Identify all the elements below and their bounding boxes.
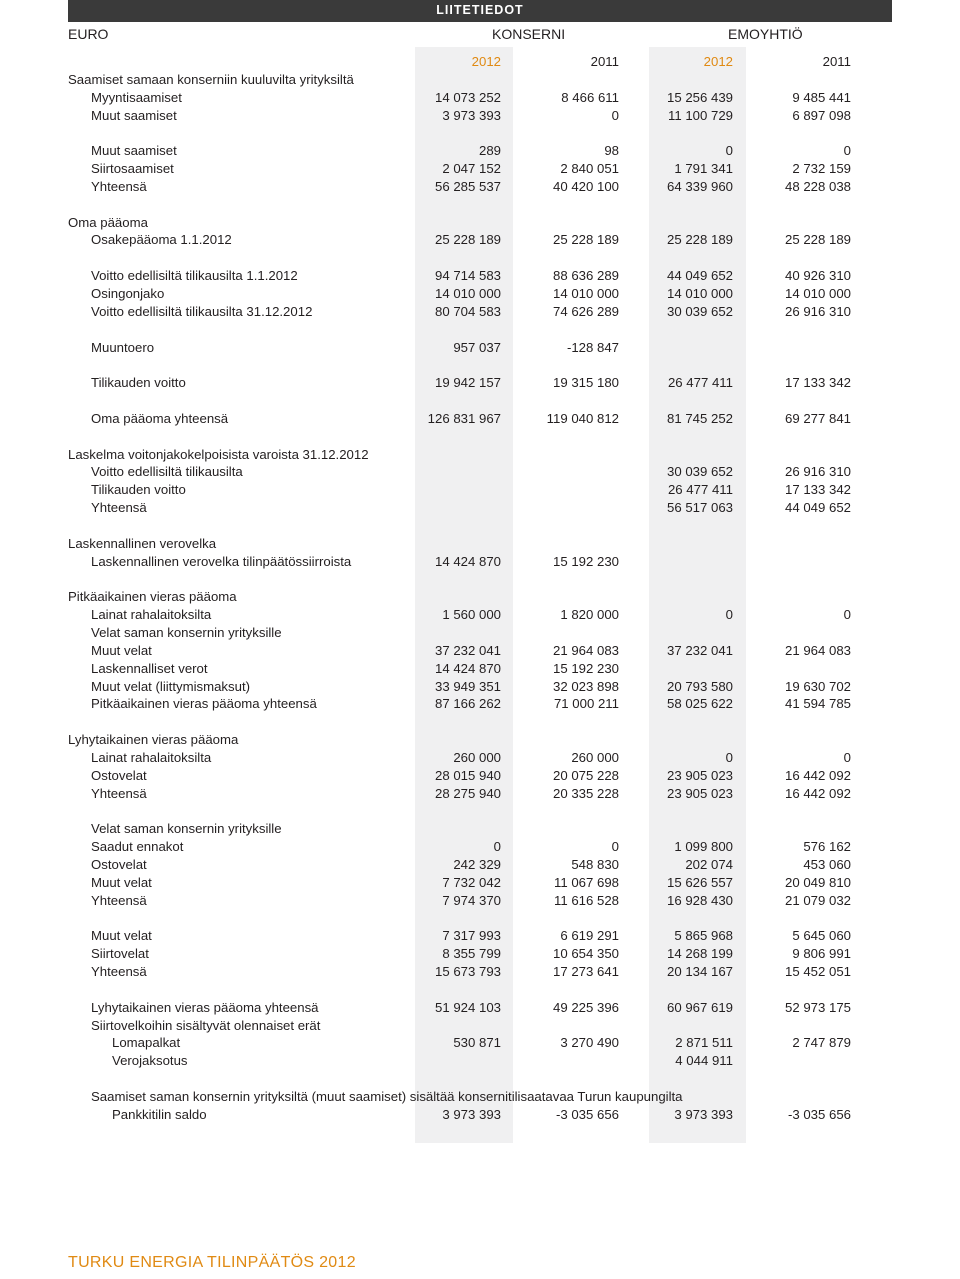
- row-label: Muut velat: [91, 928, 152, 944]
- table-row: [0, 1017, 960, 1035]
- table-row: [0, 1088, 960, 1106]
- spacer-row: [0, 124, 960, 142]
- spacer-row: [0, 517, 960, 535]
- spacer-row: [0, 713, 960, 731]
- section-header-bar: [68, 0, 892, 22]
- row-label: Oma pääoma yhteensä: [91, 410, 229, 426]
- value-emoyhtio-2011: 2 732 159: [792, 161, 851, 177]
- year-konserni-2011: 2011: [590, 54, 619, 69]
- row-label: Pitkäaikainen vieras pääoma yhteensä: [91, 696, 317, 712]
- table-row: [0, 410, 960, 428]
- column-group-headers: [0, 26, 960, 46]
- value-konserni-2011: 19 315 180: [552, 375, 619, 391]
- value-emoyhtio-2012: 15 256 439: [666, 89, 733, 105]
- value-emoyhtio-2012: 14 268 199: [666, 946, 733, 962]
- value-konserni-2011: 6 619 291: [560, 928, 619, 944]
- table-row: [0, 892, 960, 910]
- value-konserni-2012: 530 871: [453, 1035, 501, 1051]
- value-konserni-2011: 71 000 211: [553, 696, 619, 712]
- row-label: Muut velat: [91, 642, 152, 658]
- row-label: Yhteensä: [91, 785, 147, 801]
- row-label: Lainat rahalaitoksilta: [91, 749, 212, 765]
- row-label: Muut velat: [91, 874, 152, 890]
- value-konserni-2011: 548 830: [571, 856, 619, 872]
- value-konserni-2011: 98: [604, 143, 619, 159]
- value-emoyhtio-2011: -3 035 656: [787, 1106, 851, 1122]
- value-emoyhtio-2011: 0: [843, 143, 851, 159]
- table-row: [0, 463, 960, 481]
- value-konserni-2011: 0: [611, 107, 619, 123]
- table-row: [0, 142, 960, 160]
- table-row: [0, 927, 960, 945]
- row-label: Lyhytaikainen vieras pääoma yhteensä: [91, 999, 319, 1015]
- table-row: [0, 481, 960, 499]
- value-konserni-2012: 3 973 393: [442, 107, 501, 123]
- value-emoyhtio-2012: 2 871 511: [675, 1035, 733, 1051]
- table-row: [0, 695, 960, 713]
- row-label: Ostovelat: [91, 767, 147, 783]
- table-row: [0, 606, 960, 624]
- row-label: Yhteensä: [91, 964, 147, 980]
- table-row: [0, 624, 960, 642]
- spacer-row: [0, 356, 960, 374]
- value-konserni-2012: 957 037: [453, 339, 501, 355]
- row-label: Saamiset samaan konserniin kuuluvilta yrityksiltä: [68, 71, 354, 87]
- row-label: Saamiset saman konsernin yrityksiltä (muut saamiset) sisältää konsernitilisaatavaa Turun kaupungilta: [91, 1088, 683, 1104]
- table-row: [0, 231, 960, 249]
- table-row: [0, 446, 960, 464]
- spacer-row: [0, 249, 960, 267]
- row-label: Pitkäaikainen vieras pääoma: [68, 589, 237, 605]
- year-emoyhtio-2012: 2012: [703, 54, 733, 69]
- value-emoyhtio-2012: 0: [725, 143, 733, 159]
- row-label: Muuntoero: [91, 339, 155, 355]
- row-label: Osakepääoma 1.1.2012: [91, 232, 232, 248]
- value-emoyhtio-2011: 2 747 879: [792, 1035, 851, 1051]
- section-title: LIITETIEDOT: [436, 3, 524, 17]
- value-emoyhtio-2012: 64 339 960: [666, 178, 733, 194]
- value-konserni-2012: 14 073 252: [434, 89, 501, 105]
- value-emoyhtio-2012: 0: [725, 607, 733, 623]
- table-row: [0, 838, 960, 856]
- row-label: Siirtosaamiset: [91, 161, 174, 177]
- value-konserni-2011: 1 820 000: [560, 607, 619, 623]
- value-emoyhtio-2012: 56 517 063: [666, 500, 733, 516]
- value-konserni-2011: 32 023 898: [552, 678, 619, 694]
- row-label: Yhteensä: [91, 500, 147, 516]
- value-emoyhtio-2011: 41 594 785: [784, 696, 851, 712]
- value-konserni-2012: 15 673 793: [434, 964, 501, 980]
- row-label: Yhteensä: [91, 178, 147, 194]
- value-konserni-2012: 25 228 189: [434, 232, 501, 248]
- value-konserni-2012: 8 355 799: [442, 946, 501, 962]
- table-row: [0, 267, 960, 285]
- value-konserni-2012: 2 047 152: [442, 161, 501, 177]
- value-konserni-2011: -3 035 656: [555, 1106, 619, 1122]
- table-row: [0, 820, 960, 838]
- spacer-row: [0, 1070, 960, 1088]
- value-konserni-2011: 119 040 812: [546, 410, 619, 426]
- value-konserni-2011: -128 847: [566, 339, 619, 355]
- value-konserni-2011: 11 616 528: [553, 892, 619, 908]
- value-konserni-2012: 28 275 940: [434, 785, 501, 801]
- spacer-row: [0, 196, 960, 214]
- table-row: [0, 767, 960, 785]
- value-emoyhtio-2011: 26 916 310: [784, 303, 851, 319]
- row-label: Oma pääoma: [68, 214, 148, 230]
- value-emoyhtio-2012: 30 039 652: [666, 464, 733, 480]
- row-label: Muut velat (liittymismaksut): [91, 678, 251, 694]
- value-konserni-2011: 20 335 228: [552, 785, 619, 801]
- value-emoyhtio-2011: 48 228 038: [784, 178, 851, 194]
- row-label: Laskelma voitonjakokelpoisista varoista 31.12.2012: [68, 446, 369, 462]
- value-emoyhtio-2011: 16 442 092: [784, 767, 851, 783]
- spacer-row: [0, 392, 960, 410]
- row-label: Voitto edellisiltä tilikausilta 31.12.2012: [91, 303, 313, 319]
- value-konserni-2012: 94 714 583: [434, 268, 501, 284]
- value-emoyhtio-2012: 44 049 652: [666, 268, 733, 284]
- value-emoyhtio-2011: 25 228 189: [784, 232, 851, 248]
- value-konserni-2012: 80 704 583: [434, 303, 501, 319]
- value-emoyhtio-2011: 20 049 810: [784, 874, 851, 890]
- value-konserni-2011: 260 000: [571, 749, 619, 765]
- table-row: [0, 499, 960, 517]
- value-konserni-2012: 1 560 000: [442, 607, 501, 623]
- value-konserni-2011: 8 466 611: [561, 89, 619, 105]
- row-label: Ostovelat: [91, 856, 147, 872]
- table-row: [0, 178, 960, 196]
- table-row: [0, 749, 960, 767]
- value-emoyhtio-2011: 6 897 098: [792, 107, 851, 123]
- year-header-row: [0, 53, 960, 71]
- row-label: Muut saamiset: [91, 107, 177, 123]
- value-emoyhtio-2012: 23 905 023: [666, 767, 733, 783]
- value-emoyhtio-2012: 1 791 341: [674, 161, 733, 177]
- value-emoyhtio-2012: 15 626 557: [666, 874, 733, 890]
- row-label: Myyntisaamiset: [91, 89, 182, 105]
- row-label: Yhteensä: [91, 892, 147, 908]
- value-emoyhtio-2011: 0: [843, 607, 851, 623]
- value-konserni-2011: 49 225 396: [552, 999, 619, 1015]
- row-label: Laskennallinen verovelka: [68, 535, 217, 551]
- value-emoyhtio-2012: 58 025 622: [666, 696, 733, 712]
- value-emoyhtio-2011: 52 973 175: [784, 999, 851, 1015]
- table-row: [0, 642, 960, 660]
- value-konserni-2011: 21 964 083: [552, 642, 619, 658]
- value-konserni-2011: 88 636 289: [552, 268, 619, 284]
- table-row: [0, 999, 960, 1017]
- value-konserni-2011: 20 075 228: [552, 767, 619, 783]
- value-emoyhtio-2011: 69 277 841: [784, 410, 851, 426]
- value-emoyhtio-2011: 9 485 441: [792, 89, 851, 105]
- value-emoyhtio-2012: 37 232 041: [666, 642, 733, 658]
- row-label: Tilikauden voitto: [91, 482, 186, 498]
- currency-label: EURO: [68, 26, 109, 42]
- value-konserni-2011: 40 420 100: [552, 178, 619, 194]
- value-emoyhtio-2011: 44 049 652: [784, 500, 851, 516]
- value-konserni-2012: 260 000: [453, 749, 501, 765]
- table-body: [0, 71, 960, 1124]
- value-konserni-2011: 14 010 000: [552, 285, 619, 301]
- value-emoyhtio-2012: 81 745 252: [666, 410, 733, 426]
- value-emoyhtio-2012: 26 477 411: [667, 482, 733, 498]
- row-label: Velat saman konsernin yrityksille: [91, 625, 282, 640]
- value-emoyhtio-2012: 25 228 189: [666, 232, 733, 248]
- table-row: [0, 1106, 960, 1124]
- value-konserni-2011: 74 626 289: [552, 303, 619, 319]
- row-label: Pankkitilin saldo: [112, 1106, 207, 1122]
- value-konserni-2011: 11 067 698: [553, 874, 619, 890]
- value-konserni-2012: 28 015 940: [434, 767, 501, 783]
- row-label: Velat saman konsernin yrityksille: [91, 821, 282, 837]
- spacer-row: [0, 428, 960, 446]
- value-konserni-2012: 126 831 967: [427, 410, 501, 426]
- table-row: [0, 856, 960, 874]
- table-row: [0, 588, 960, 606]
- table-row: [0, 660, 960, 678]
- value-konserni-2011: 0: [611, 839, 619, 855]
- table-row: [0, 339, 960, 357]
- table-row: [0, 963, 960, 981]
- value-emoyhtio-2011: 21 079 032: [784, 892, 851, 908]
- value-konserni-2011: 3 270 490: [560, 1035, 619, 1051]
- value-konserni-2012: 14 424 870: [434, 660, 501, 676]
- year-konserni-2012: 2012: [471, 54, 501, 69]
- row-label: Saadut ennakot: [91, 839, 184, 855]
- row-label: Osingonjako: [91, 285, 165, 301]
- value-konserni-2011: 2 840 051: [560, 161, 619, 177]
- value-emoyhtio-2011: 17 133 342: [784, 375, 851, 391]
- spacer-row: [0, 910, 960, 928]
- value-emoyhtio-2012: 16 928 430: [666, 892, 733, 908]
- value-emoyhtio-2011: 40 926 310: [784, 268, 851, 284]
- table-row: [0, 214, 960, 232]
- table-row: [0, 553, 960, 571]
- konserni-header: KONSERNI: [492, 26, 566, 42]
- value-emoyhtio-2012: 20 793 580: [666, 678, 733, 694]
- value-emoyhtio-2012: 14 010 000: [666, 285, 733, 301]
- row-label: Lomapalkat: [112, 1035, 181, 1051]
- value-emoyhtio-2011: 16 442 092: [784, 785, 851, 801]
- value-konserni-2012: 33 949 351: [434, 678, 501, 694]
- row-label: Laskennalliset verot: [91, 660, 208, 676]
- value-emoyhtio-2012: 5 865 968: [674, 928, 733, 944]
- value-konserni-2012: 19 942 157: [434, 375, 501, 391]
- value-emoyhtio-2012: 60 967 619: [666, 999, 733, 1015]
- value-emoyhtio-2012: 30 039 652: [666, 303, 733, 319]
- value-emoyhtio-2012: 202 074: [685, 856, 733, 872]
- row-label: Verojaksotus: [112, 1053, 188, 1069]
- value-emoyhtio-2012: 26 477 411: [667, 375, 733, 391]
- table-row: [0, 874, 960, 892]
- value-emoyhtio-2012: 23 905 023: [666, 785, 733, 801]
- document-footer: TURKU ENERGIA TILINPÄÄTÖS 2012: [68, 1254, 356, 1271]
- table-row: [0, 945, 960, 963]
- value-konserni-2012: 56 285 537: [434, 178, 501, 194]
- table-row: [0, 731, 960, 749]
- value-konserni-2011: 10 654 350: [552, 946, 619, 962]
- row-label: Voitto edellisiltä tilikausilta 1.1.2012: [91, 268, 298, 284]
- row-label: Laskennallinen verovelka tilinpäätössiirroista: [91, 553, 352, 569]
- value-konserni-2012: 289: [478, 143, 501, 159]
- row-label: Muut saamiset: [91, 143, 177, 159]
- table-row: [0, 303, 960, 321]
- value-konserni-2012: 14 424 870: [434, 553, 501, 569]
- row-label: Siirtovelkoihin sisältyvät olennaiset erät: [91, 1017, 321, 1033]
- value-konserni-2011: 15 192 230: [552, 553, 619, 569]
- financial-notes-table: [0, 53, 960, 1124]
- value-konserni-2012: 87 166 262: [434, 696, 501, 712]
- value-emoyhtio-2012: 11 100 729: [667, 107, 733, 123]
- row-label: Lyhytaikainen vieras pääoma: [68, 732, 239, 748]
- table-row: [0, 1034, 960, 1052]
- value-konserni-2012: 3 973 393: [442, 1106, 501, 1122]
- row-label: Tilikauden voitto: [91, 375, 186, 391]
- value-konserni-2011: 15 192 230: [552, 660, 619, 676]
- value-emoyhtio-2011: 26 916 310: [784, 464, 851, 480]
- table-row: [0, 71, 960, 89]
- emoyhtio-header: EMOYHTIÖ: [728, 26, 803, 42]
- row-label: Voitto edellisiltä tilikausilta: [91, 464, 243, 480]
- table-row: [0, 535, 960, 553]
- value-konserni-2012: 0: [493, 839, 501, 855]
- table-row: [0, 89, 960, 107]
- value-konserni-2012: 14 010 000: [434, 285, 501, 301]
- value-konserni-2012: 7 732 042: [442, 874, 501, 890]
- table-row: [0, 160, 960, 178]
- table-row: [0, 107, 960, 125]
- table-row: [0, 285, 960, 303]
- value-emoyhtio-2012: 4 044 911: [675, 1053, 733, 1069]
- value-emoyhtio-2011: 17 133 342: [784, 482, 851, 498]
- value-konserni-2012: 7 317 993: [442, 928, 501, 944]
- year-emoyhtio-2011: 2011: [822, 54, 851, 69]
- value-emoyhtio-2011: 21 964 083: [784, 642, 851, 658]
- table-row: [0, 785, 960, 803]
- row-label: Lainat rahalaitoksilta: [91, 607, 212, 623]
- value-emoyhtio-2011: 453 060: [803, 856, 851, 872]
- value-emoyhtio-2012: 1 099 800: [674, 839, 733, 855]
- value-konserni-2011: 25 228 189: [552, 232, 619, 248]
- value-konserni-2012: 51 924 103: [434, 999, 501, 1015]
- value-konserni-2012: 7 974 370: [442, 892, 501, 908]
- value-konserni-2011: 17 273 641: [552, 964, 619, 980]
- value-konserni-2012: 37 232 041: [434, 642, 501, 658]
- value-emoyhtio-2011: 14 010 000: [784, 285, 851, 301]
- spacer-row: [0, 321, 960, 339]
- table-row: [0, 1052, 960, 1070]
- spacer-row: [0, 570, 960, 588]
- value-emoyhtio-2012: 3 973 393: [674, 1106, 733, 1122]
- table-row: [0, 374, 960, 392]
- row-label: Siirtovelat: [91, 946, 149, 962]
- value-emoyhtio-2011: 19 630 702: [784, 678, 851, 694]
- value-emoyhtio-2011: 576 162: [803, 839, 851, 855]
- spacer-row: [0, 802, 960, 820]
- value-emoyhtio-2012: 0: [725, 749, 733, 765]
- value-emoyhtio-2011: 0: [843, 749, 851, 765]
- value-emoyhtio-2011: 5 645 060: [792, 928, 851, 944]
- table-row: [0, 678, 960, 696]
- spacer-row: [0, 981, 960, 999]
- value-emoyhtio-2011: 15 452 051: [784, 964, 851, 980]
- value-konserni-2012: 242 329: [453, 856, 501, 872]
- value-emoyhtio-2012: 20 134 167: [666, 964, 733, 980]
- value-emoyhtio-2011: 9 806 991: [792, 946, 851, 962]
